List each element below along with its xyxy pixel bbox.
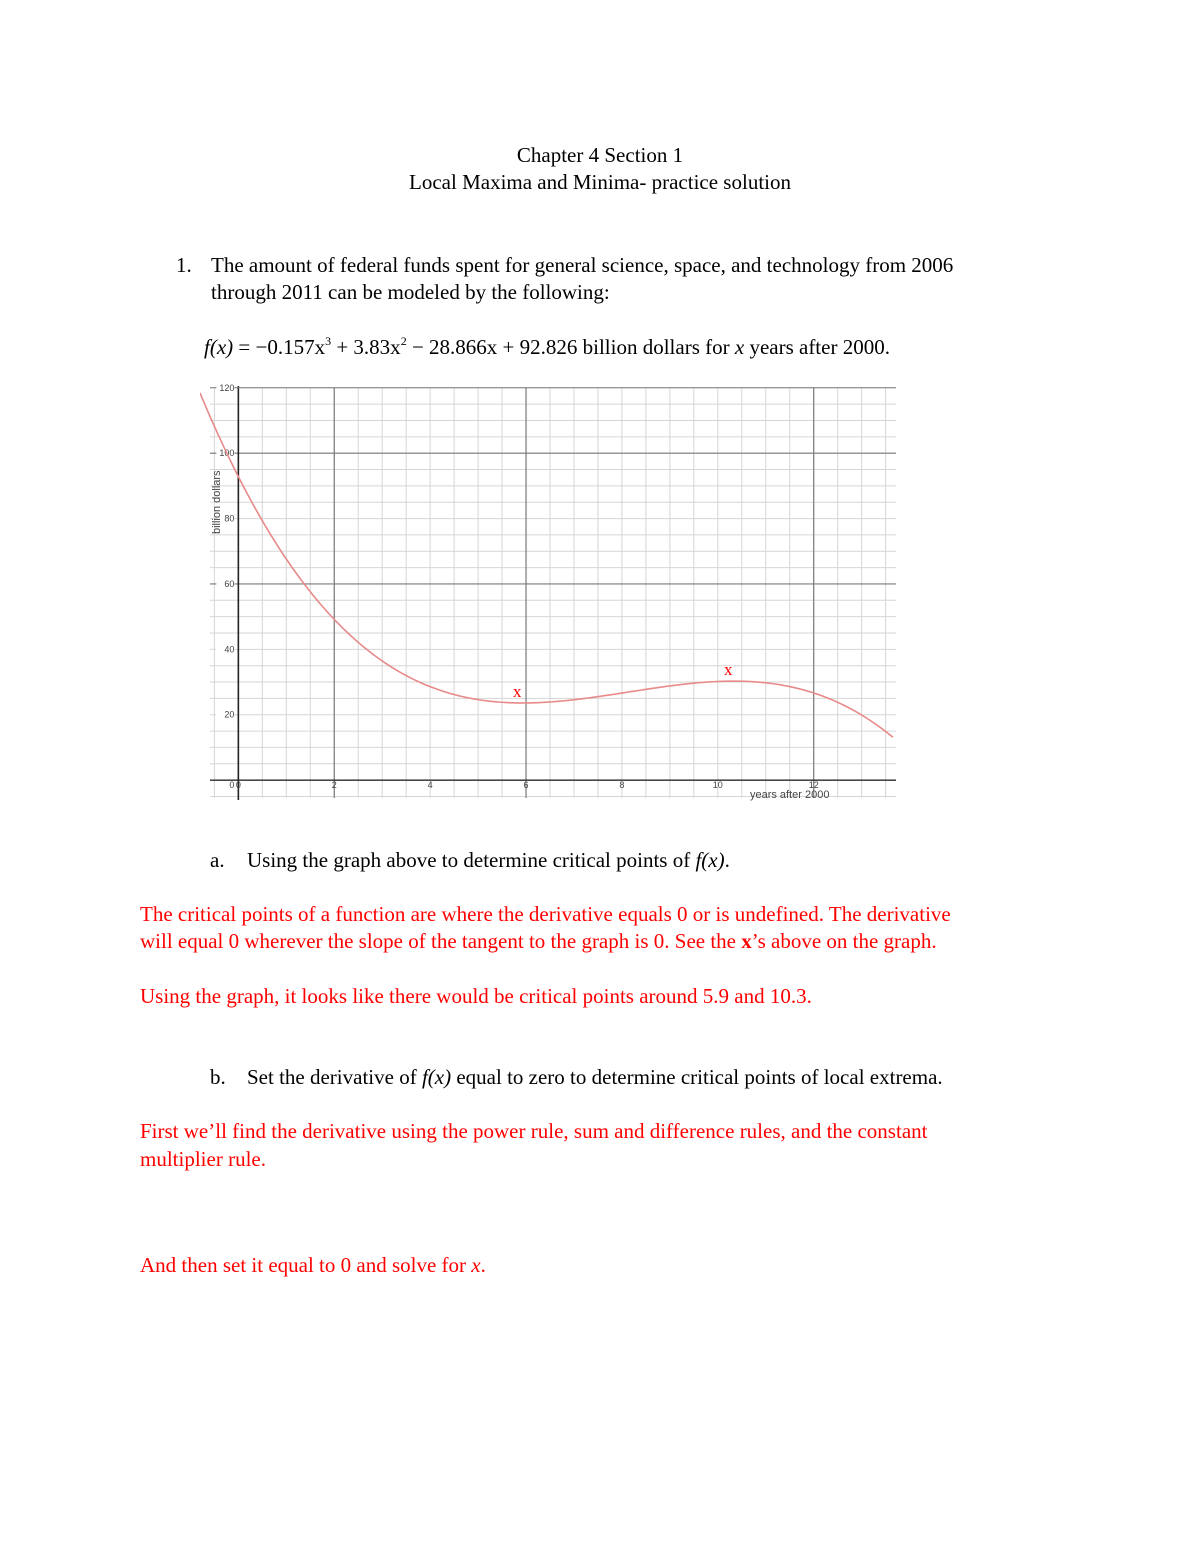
origin-label: 0: [229, 780, 235, 791]
part-b-question-text: Set the derivative of: [247, 1065, 422, 1089]
part-b-answer-line3-text: And then set it equal to 0 and solve for: [140, 1253, 472, 1277]
x-tick-label: 10: [712, 780, 723, 791]
part-a-question: [247, 846, 730, 874]
x-tick-label: 4: [427, 780, 433, 791]
problem-text-line2: through 2011 can be modeled by the following:: [211, 280, 610, 304]
part-a-answer-line2: [140, 927, 937, 955]
function-formula: [204, 333, 890, 361]
formula-tail: years after 2000.: [744, 335, 890, 359]
y-tick-label: 80: [224, 513, 235, 524]
part-a-question-end: .: [724, 848, 730, 872]
part-b-answer-line3: [140, 1251, 486, 1279]
grid-minor: [210, 388, 896, 798]
formula-exponent-3: 3: [325, 334, 332, 348]
formula-term-a: = −0.157x: [233, 335, 326, 359]
part-a-label: a.: [210, 848, 225, 872]
critical-point-mark: x: [723, 660, 733, 680]
problem-text-line1: The amount of federal funds spent for general science, space, and technology from 2006: [211, 253, 954, 277]
part-a-answer-line2-end: ’s above on the graph.: [751, 929, 937, 953]
formula-term-c: − 28.866x + 92.826 billion dollars for: [406, 335, 735, 359]
x-tick-label: 8: [619, 780, 625, 791]
grid-major: [210, 386, 896, 800]
x-tick-label: 0: [235, 780, 241, 791]
y-tick-label: 20: [224, 709, 235, 720]
y-axis-label: billion dollars: [211, 470, 223, 535]
formula-x: x: [734, 335, 745, 359]
part-a-answer-bold-x: x: [741, 929, 752, 953]
page-title: Chapter 4 Section 1: [516, 143, 684, 167]
formula-exponent-2: 2: [400, 334, 407, 348]
function-graph: [200, 378, 900, 803]
part-b-label: b.: [210, 1065, 226, 1089]
function-curve: [200, 393, 893, 737]
x-tick-label: 6: [523, 780, 529, 791]
x-axis-label: years after 2000: [749, 789, 830, 802]
critical-point-marks: [513, 660, 733, 701]
y-tick-label: 60: [224, 578, 235, 589]
part-a-answer-line3: Using the graph, it looks like there would be critical points around 5.9 and 10.3.: [140, 984, 812, 1008]
y-tick-label: 100: [219, 448, 235, 459]
formula-fx: f(x): [204, 335, 234, 359]
part-a-question-fx: f(x): [695, 848, 725, 872]
x-tick-label: 2: [331, 780, 337, 791]
page-subtitle: Local Maxima and Minima- practice solution: [409, 170, 791, 194]
part-a-answer-line2-text: will equal 0 wherever the slope of the tangent to the graph is 0. See the: [140, 929, 742, 953]
part-a-question-text: Using the graph above to determine critical points of: [247, 848, 696, 872]
formula-term-b: + 3.83x: [331, 335, 401, 359]
x-tick-label: 12: [808, 780, 819, 791]
part-a-answer-line1: The critical points of a function are where the derivative equals 0 or is undefined. The derivative: [140, 902, 951, 926]
part-b-question: [247, 1063, 943, 1091]
y-tick-label: 120: [219, 382, 235, 393]
part-b-question-end: equal to zero to determine critical points of local extrema.: [451, 1065, 943, 1089]
part-b-answer-line2: multiplier rule.: [140, 1147, 266, 1171]
y-tick-label: 40: [224, 644, 235, 655]
problem-number: 1.: [176, 253, 192, 277]
critical-point-mark: x: [512, 681, 522, 701]
part-b-answer-line1: First we’ll find the derivative using the power rule, sum and difference rules, and the constant: [140, 1119, 928, 1143]
part-b-answer-line3-end: .: [480, 1253, 486, 1277]
part-b-answer-x: x: [471, 1253, 481, 1277]
part-b-question-fx: f(x): [421, 1065, 452, 1089]
